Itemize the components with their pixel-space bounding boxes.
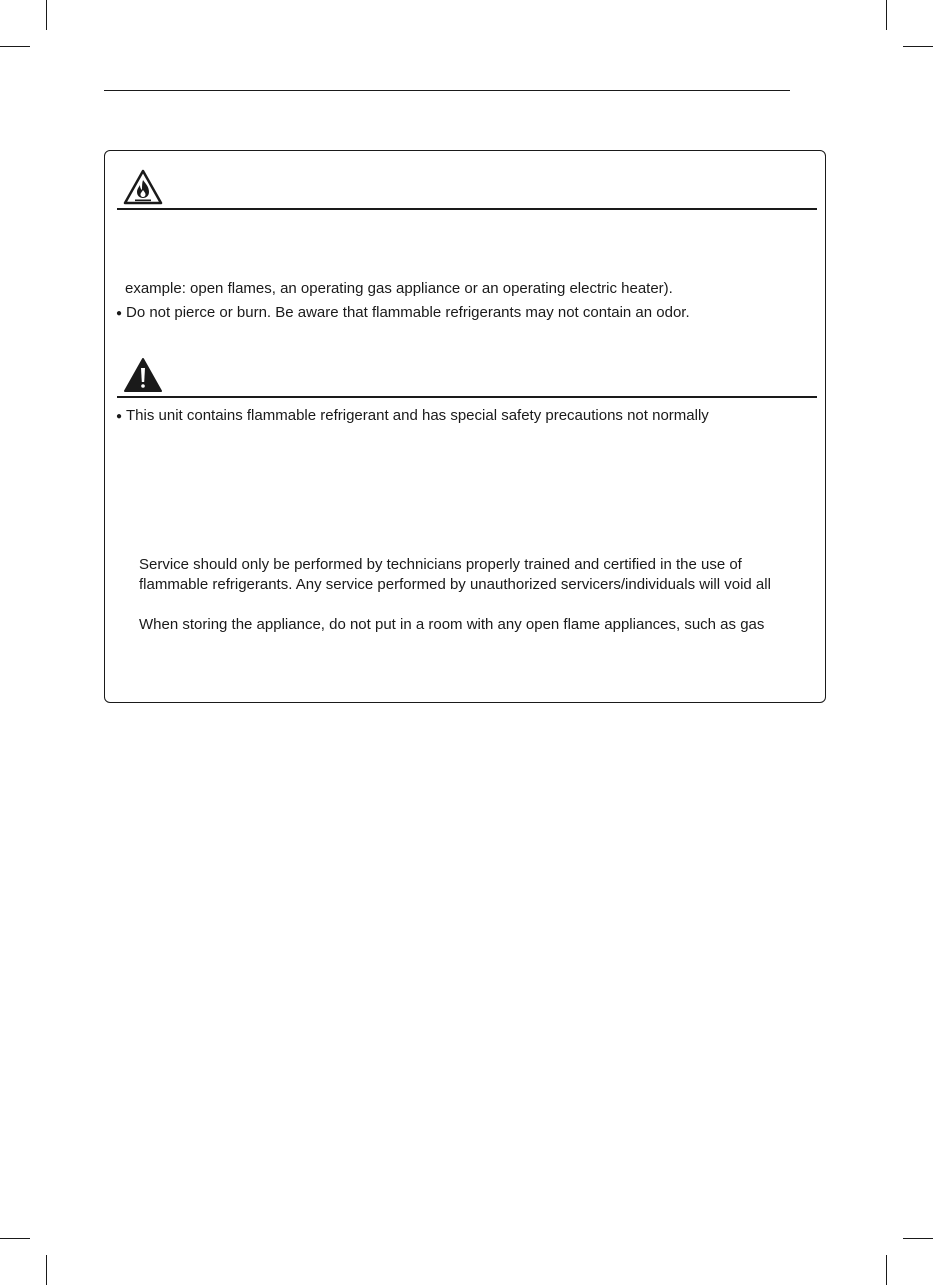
bullet-icon: ●	[116, 411, 123, 422]
caution-bullet-1	[116, 406, 709, 427]
caution-line-1: Service should only be performed by technicians properly trained and certified in the use of	[139, 556, 742, 573]
crop-mark-top-right-h	[903, 46, 933, 47]
caution-line-3: When storing the appliance, do not put in a room with any open flame appliances, such as gas	[139, 616, 765, 633]
caution-line-2: flammable refrigerants. Any service performed by unauthorized servicers/individuals will void all	[139, 576, 771, 593]
crop-mark-bottom-left-h	[0, 1238, 30, 1239]
crop-mark-top-left-h	[0, 46, 30, 47]
flammable-warning-icon	[123, 169, 163, 205]
crop-mark-top-left-v	[46, 0, 47, 30]
crop-mark-bottom-right-h	[903, 1238, 933, 1239]
flammable-section-header	[117, 164, 817, 210]
bullet-icon: ●	[116, 308, 123, 319]
caution-section-header	[117, 352, 817, 398]
crop-mark-bottom-right-v	[886, 1255, 887, 1285]
safety-warning-box	[104, 150, 826, 703]
header-rule	[104, 90, 790, 91]
exclamation-warning-icon	[123, 357, 163, 393]
crop-mark-top-right-v	[886, 0, 887, 30]
flammable-bullet-1	[116, 303, 690, 324]
caution-bullet-1-text: This unit contains flammable refrigerant and has special safety precautions not normally	[126, 407, 709, 424]
crop-mark-bottom-left-v	[46, 1255, 47, 1285]
flammable-bullet-1-text: Do not pierce or burn. Be aware that flammable refrigerants may not contain an odor.	[126, 304, 690, 321]
flammable-line-1: example: open flames, an operating gas appliance or an operating electric heater).	[125, 280, 673, 297]
